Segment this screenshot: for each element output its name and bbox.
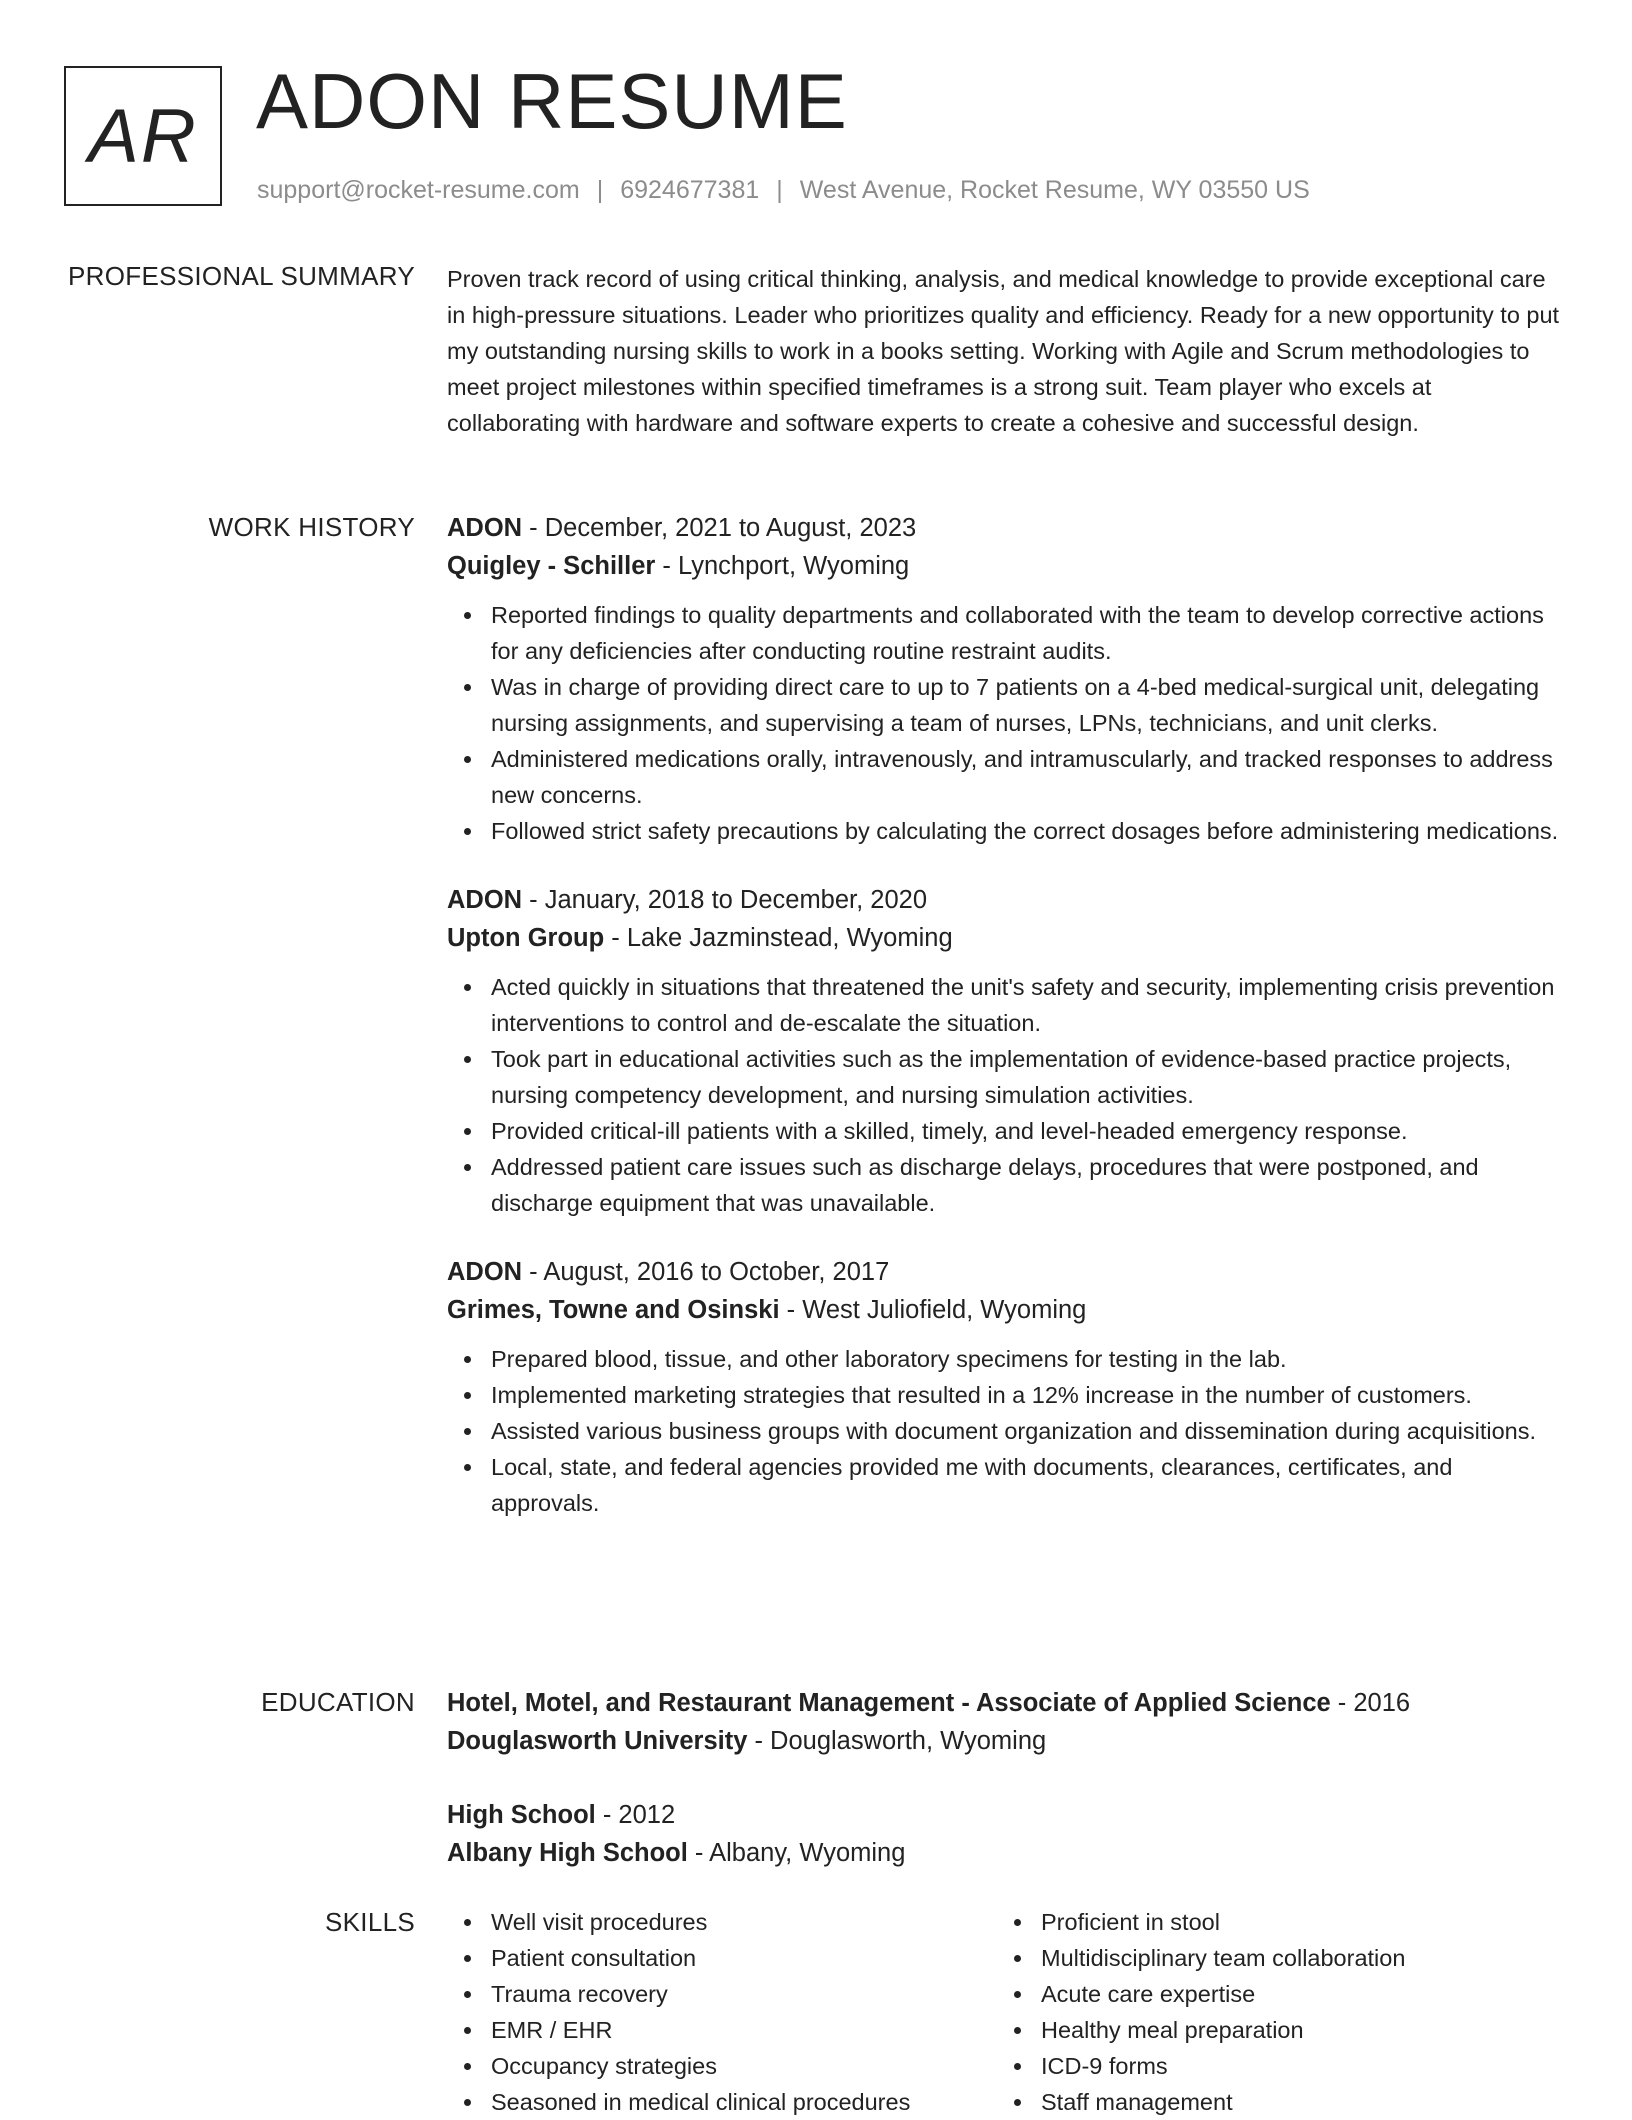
job-title: ADON: [447, 1258, 523, 1286]
list-item: Reported findings to quality departments and collaborated with the team to develop corrective actions for any deficiencies after conducting routine restraint audits.: [491, 597, 1567, 669]
degree-line: [447, 1796, 1567, 1834]
job-dates: - August, 2016 to October, 2017: [522, 1258, 890, 1286]
list-item: Local, state, and federal agencies provided me with documents, clearances, certificates, and approvals.: [491, 1449, 1567, 1521]
skills-list-right: [997, 1904, 1547, 2120]
contact-phone[interactable]: 6924677381: [620, 176, 760, 204]
job-title-line: [447, 881, 1567, 919]
job-entry: [447, 509, 1567, 849]
skill-item: Acute care expertise: [1041, 1976, 1547, 2012]
skill-item: Healthy meal preparation: [1041, 2012, 1547, 2048]
skill-item: Patient consultation: [491, 1940, 997, 1976]
section-heading: PROFESSIONAL SUMMARY: [68, 261, 415, 291]
list-item: Provided critical-ill patients with a skilled, timely, and level-headed emergency response.: [491, 1113, 1567, 1149]
list-item: Was in charge of providing direct care to up to 7 patients on a 4-bed medical-surgical unit, delegating nursing assignments, and supervising a team of nurses, LPNs, technicians, and unit clerks.: [491, 669, 1567, 741]
skills-columns: [447, 1904, 1547, 2120]
job-entry: [447, 1253, 1567, 1521]
job-bullets: [447, 969, 1567, 1221]
contact-separator: |: [596, 176, 604, 204]
list-item: Assisted various business groups with document organization and dissemination during acquisitions.: [491, 1413, 1567, 1449]
contact-line: [257, 174, 1310, 206]
job-company-line: [447, 547, 1567, 585]
school-location: - Albany, Wyoming: [687, 1839, 906, 1867]
education-body: [447, 1684, 1567, 1908]
contact-address: West Avenue, Rocket Resume, WY 03550 US: [799, 176, 1310, 204]
job-title: ADON: [447, 886, 523, 914]
skill-item: Trauma recovery: [491, 1976, 997, 2012]
skill-item: Well visit procedures: [491, 1904, 997, 1940]
job-location: - Lake Jazminstead, Wyoming: [604, 924, 953, 952]
job-bullets: [447, 1341, 1567, 1521]
job-title-line: [447, 509, 1567, 547]
list-item: Implemented marketing strategies that resulted in a 12% increase in the number of customers.: [491, 1377, 1567, 1413]
degree-name: High School: [447, 1801, 596, 1829]
list-item: Addressed patient care issues such as discharge delays, procedures that were postponed, and discharge equipment that was unavailable.: [491, 1149, 1567, 1221]
job-company: Quigley - Schiller: [447, 552, 656, 580]
section-heading: SKILLS: [325, 1907, 415, 1937]
section-heading: WORK HISTORY: [208, 512, 415, 542]
job-company: Grimes, Towne and Osinski: [447, 1296, 780, 1324]
contact-separator: |: [776, 176, 783, 204]
skill-item: EMR / EHR: [491, 2012, 997, 2048]
list-item: Acted quickly in situations that threatened the unit's safety and security, implementing crisis prevention interventions to control and de-escalate the situation.: [491, 969, 1567, 1041]
job-title: ADON: [447, 514, 523, 542]
education-entry: [447, 1796, 1567, 1872]
education-entry: [447, 1684, 1567, 1760]
list-item: Took part in educational activities such as the implementation of evidence-based practice projects, nursing competency development, and nursing simulation activities.: [491, 1041, 1567, 1113]
degree-name: Hotel, Motel, and Restaurant Management - Associate of Applied Science: [447, 1689, 1331, 1717]
section-heading: EDUCATION: [261, 1687, 415, 1717]
school-name: Douglasworth University: [447, 1727, 748, 1755]
skill-item: Staff management: [1041, 2084, 1547, 2120]
skill-item: Seasoned in medical clinical procedures: [491, 2084, 997, 2120]
job-company: Upton Group: [447, 924, 605, 952]
job-entry: [447, 881, 1567, 1221]
degree-year: - 2016: [1330, 1689, 1411, 1717]
work-history-body: [447, 509, 1567, 1553]
school-name: Albany High School: [447, 1839, 688, 1867]
skills-list-left: [447, 1904, 997, 2120]
list-item: Administered medications orally, intravenously, and intramuscularly, and tracked responses to address new concerns.: [491, 741, 1567, 813]
skill-item: ICD-9 forms: [1041, 2048, 1547, 2084]
monogram-logo: [64, 66, 222, 206]
job-title-line: [447, 1253, 1567, 1291]
job-location: - Lynchport, Wyoming: [655, 552, 910, 580]
job-location: - West Juliofield, Wyoming: [779, 1296, 1087, 1324]
job-dates: - January, 2018 to December, 2020: [522, 886, 928, 914]
skill-item: Occupancy strategies: [491, 2048, 997, 2084]
skills-body: [447, 1904, 1567, 2120]
candidate-name: ADON RESUME: [256, 57, 848, 145]
degree-year: - 2012: [595, 1801, 676, 1829]
job-bullets: [447, 597, 1567, 849]
school-line: [447, 1722, 1567, 1760]
job-company-line: [447, 1291, 1567, 1329]
job-dates: - December, 2021 to August, 2023: [522, 514, 917, 542]
skill-item: Multidisciplinary team collaboration: [1041, 1940, 1547, 1976]
contact-email[interactable]: support@rocket-resume.com: [257, 176, 580, 204]
monogram-initials: AR: [88, 93, 198, 179]
summary-text: Proven track record of using critical thinking, analysis, and medical knowledge to provide exceptional care in high-pressure situations. Leader who prioritizes quality and efficiency. Ready for a new opportunity to put my outstanding nursing skills to work in a books setting. Working with Agile and Scrum methodologies to meet project milestones within specified timeframes is a strong suit. Team player who excels at collaborating with hardware and software experts to create a cohesive and successful design.: [447, 266, 1560, 436]
list-item: Prepared blood, tissue, and other laboratory specimens for testing in the lab.: [491, 1341, 1567, 1377]
school-location: - Douglasworth, Wyoming: [747, 1727, 1047, 1755]
job-company-line: [447, 919, 1567, 957]
list-item: Followed strict safety precautions by calculating the correct dosages before administering medications.: [491, 813, 1567, 849]
skill-item: Proficient in stool: [1041, 1904, 1547, 1940]
degree-line: [447, 1684, 1567, 1722]
school-line: [447, 1834, 1567, 1872]
summary-body: [447, 258, 1567, 441]
